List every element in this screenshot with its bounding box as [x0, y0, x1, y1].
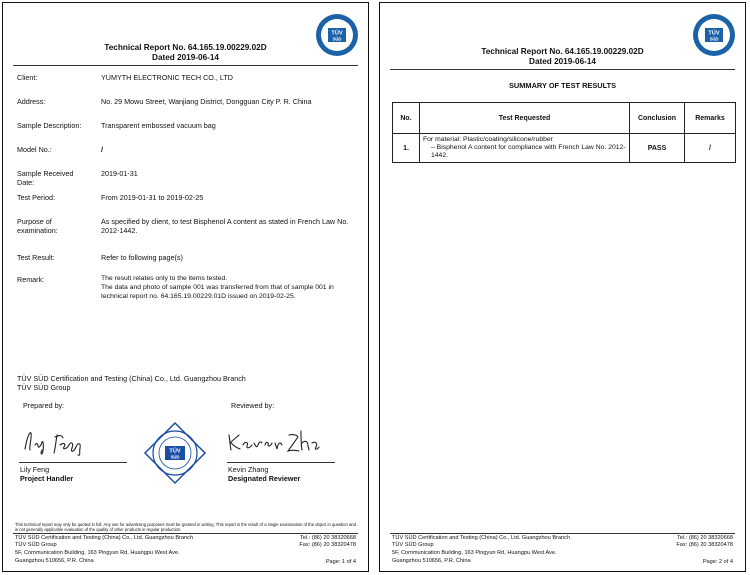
reviewer-name: Kevin Zhang — [228, 465, 269, 474]
report-date: Dated 2019-06-14 — [529, 57, 596, 66]
report-title: Technical Report No. 64.165.19.00229.02D — [481, 47, 644, 56]
column-header-remarks: Remarks — [685, 103, 736, 134]
client-label: Client: — [17, 73, 38, 82]
summary-table — [392, 102, 736, 163]
reviewer-signature-icon — [225, 421, 321, 457]
tuv-sud-stamp-icon — [143, 421, 207, 485]
svg-text:TÜV: TÜV — [169, 448, 181, 455]
footer-fax: Fax: (86) 20 38320478 — [299, 542, 356, 548]
footer-tel: Tel.: (86) 20 38320668 — [677, 535, 733, 541]
sample-received-value: 2019-01-31 — [101, 169, 138, 178]
address-value: No. 29 Mowu Street, Wanjiang District, Dongguan City P. R. China — [101, 97, 312, 106]
model-no-value: / — [101, 145, 103, 154]
remark-line-1: The result relates only to the items tested. — [101, 275, 228, 282]
row-test-requested — [420, 134, 630, 163]
sample-received-label: Sample Received Date: — [17, 169, 74, 187]
footer-fax: Fax: (86) 20 38320478 — [676, 542, 733, 548]
footer-divider — [13, 533, 358, 534]
sample-description-value: Transparent embossed vacuum bag — [101, 121, 216, 130]
footer-city: Guangzhou 510656, P.R. China — [15, 558, 94, 564]
remark-line-2: The data and photo of sample 001 was transferred from that of sample 001 in technical report no. 64.165.19.00229.01D issued on 2019-02-25. — [101, 284, 334, 300]
report-date: Dated 2019-06-14 — [152, 53, 219, 62]
report-title: Technical Report No. 64.165.19.00229.02D — [104, 43, 267, 52]
footer-city: Guangzhou 510656, P.R. China — [392, 558, 471, 564]
footer-address: 5F, Communication Building, 163 Pingyun Rd, Huangpu West Ave. — [392, 550, 557, 556]
sample-description-label: Sample Description: — [17, 121, 82, 130]
reviewed-by-label: Reviewed by: — [231, 401, 275, 410]
report-page-2 — [379, 2, 746, 572]
svg-text:TÜV: TÜV — [331, 30, 343, 37]
page-number: Page: 2 of 4 — [702, 559, 733, 565]
address-label: Address: — [17, 97, 46, 106]
page-number: Page: 1 of 4 — [325, 559, 356, 565]
column-header-test-requested: Test Requested — [420, 103, 630, 134]
row-no: 1. — [393, 134, 420, 163]
column-header-conclusion: Conclusion — [630, 103, 685, 134]
test-result-label: Test Result: — [17, 253, 55, 262]
purpose-value: As specified by client, to test Bisphenol A content as stated in French Law No. 2012-1442. — [101, 217, 349, 235]
model-no-label: Model No.: — [17, 145, 52, 154]
test-result-value: Refer to following page(s) — [101, 253, 183, 262]
footer-group: TÜV SÜD Group — [392, 542, 434, 548]
column-header-no: No. — [393, 103, 420, 134]
svg-text:TÜV: TÜV — [708, 30, 720, 37]
row-material: For material: Plastic/coating/silicone/rubber — [423, 136, 553, 143]
client-value: YUMYTH ELECTRONIC TECH CO., LTD — [101, 73, 233, 82]
remark-label: Remark: — [17, 275, 45, 284]
footer-tel: Tel.: (86) 20 38320668 — [300, 535, 356, 541]
reviewer-signature-line — [227, 462, 335, 463]
company-group: TÜV SÜD Group — [17, 383, 71, 392]
report-page-1 — [2, 2, 369, 572]
preparer-title: Project Handler — [20, 474, 74, 483]
row-test: – Bisphenol A content for compliance with French Law No. 2012-1442. — [431, 144, 626, 159]
svg-text:SÜD: SÜD — [170, 454, 180, 460]
prepared-by-label: Prepared by: — [23, 401, 65, 410]
preparer-name: Lily Feng — [20, 465, 50, 474]
footer-divider — [390, 533, 735, 534]
footer-address: 5F, Communication Building, 163 Pingyun Rd, Huangpu West Ave. — [15, 550, 180, 556]
disclaimer: This technical report may only be quoted in full. Any use for advertising purposes must be granted in writing. This report is the result of a single examination of the object in question and is not generally applicable evaluation of the quality of other products in regular production. — [15, 522, 356, 532]
footer-company: TÜV SÜD Certification and Testing (China) Co., Ltd. Guangzhou Branch — [15, 535, 194, 541]
test-period-value: From 2019-01-31 to 2019-02-25 — [101, 193, 204, 202]
svg-text:SÜD: SÜD — [332, 36, 342, 42]
footer-group: TÜV SÜD Group — [15, 542, 57, 548]
header-divider — [390, 69, 735, 70]
purpose-label: Purpose of examination: — [17, 217, 58, 235]
test-period-label: Test Period: — [17, 193, 55, 202]
header-divider — [13, 65, 358, 66]
preparer-signature-line — [19, 462, 127, 463]
summary-heading: SUMMARY OF TEST RESULTS — [508, 81, 617, 90]
company-name: TÜV SÜD Certification and Testing (China) Co., Ltd. Guangzhou Branch — [17, 374, 246, 383]
row-conclusion: PASS — [630, 134, 685, 163]
reviewer-title: Designated Reviewer — [228, 474, 301, 483]
row-remarks: / — [685, 134, 736, 163]
footer-company: TÜV SÜD Certification and Testing (China) Co., Ltd. Guangzhou Branch — [392, 535, 571, 541]
preparer-signature-icon — [21, 423, 101, 457]
table-row — [393, 134, 736, 163]
svg-text:SÜD: SÜD — [709, 36, 719, 42]
